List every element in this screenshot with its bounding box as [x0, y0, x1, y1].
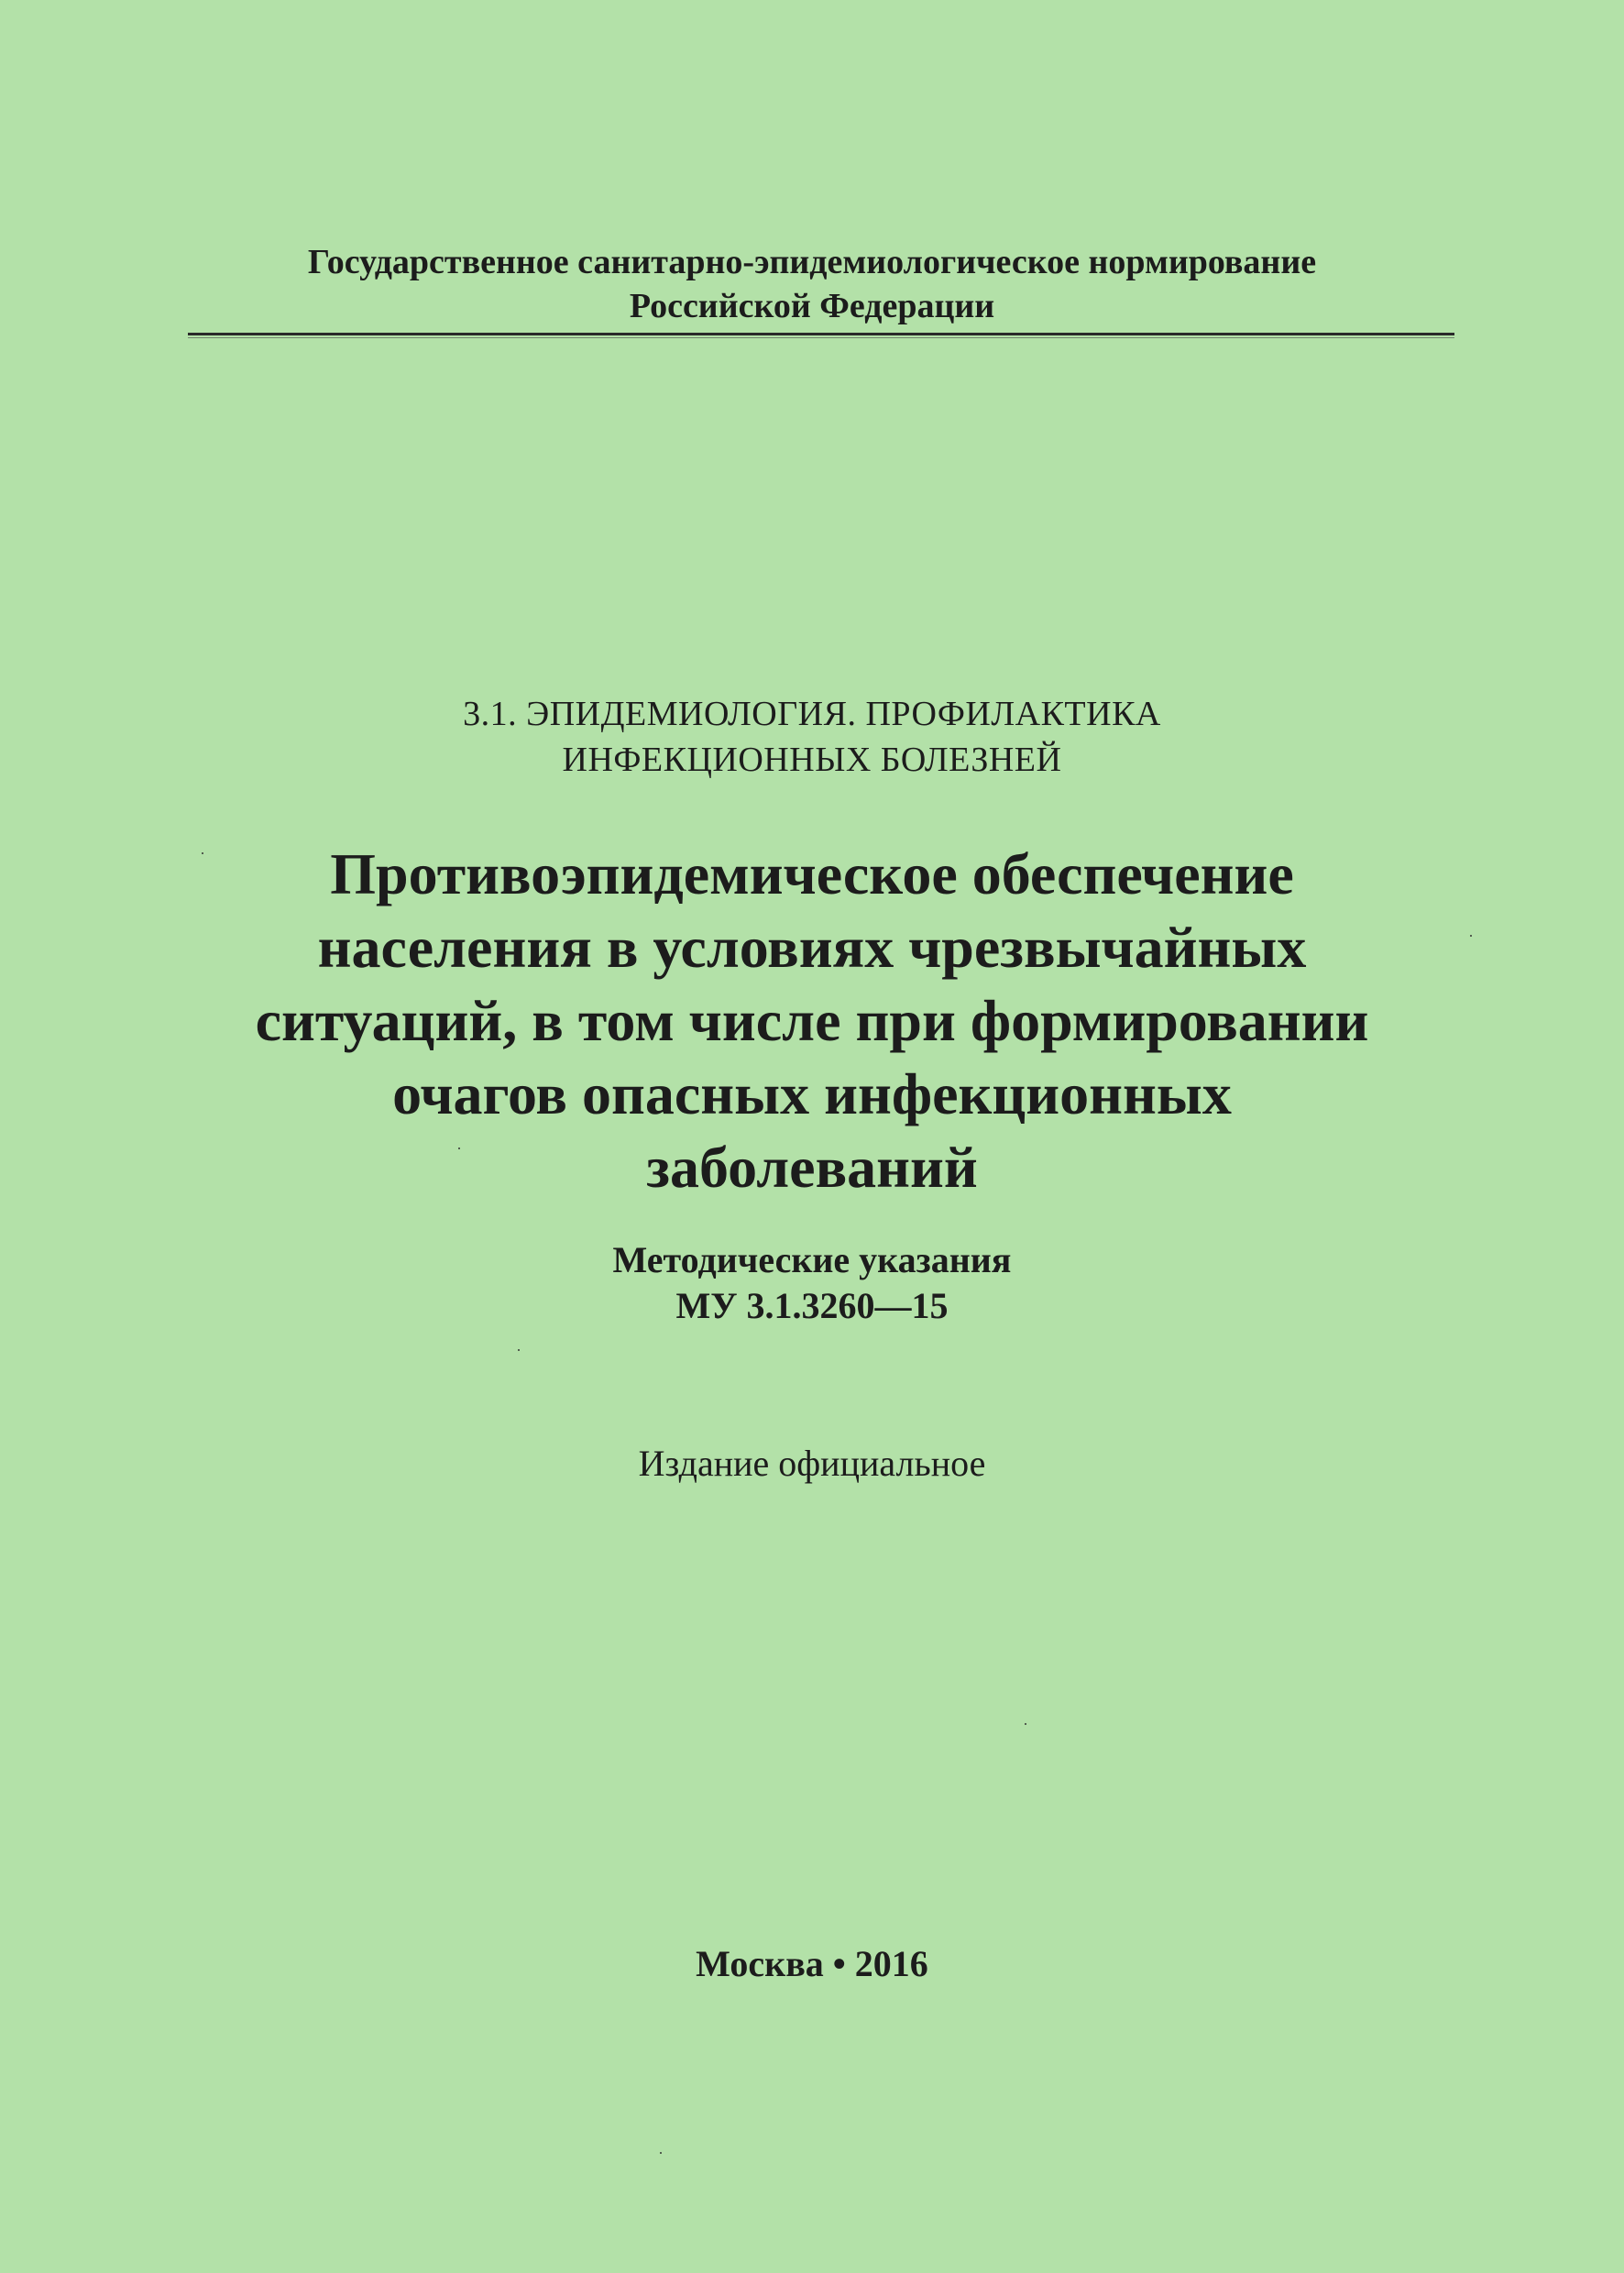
- scan-speck: [202, 852, 203, 854]
- scan-speck: [660, 2152, 662, 2154]
- doctype-name: Методические указания: [612, 1239, 1012, 1280]
- scan-speck: [1025, 1723, 1026, 1725]
- edition-note: Издание официальное: [638, 1443, 986, 1484]
- header-line-2: Российской Федерации: [629, 287, 995, 325]
- header-divider: [188, 333, 1454, 335]
- title-line-2: населения в условиях чрезвычайных: [317, 915, 1307, 980]
- title-line-3: ситуаций, в том числе при формировании: [255, 988, 1369, 1053]
- document-title: [0, 838, 1624, 1204]
- section-line-1: 3.1. ЭПИДЕМИОЛОГИЯ. ПРОФИЛАКТИКА: [463, 695, 1161, 733]
- place-and-year: Москва • 2016: [696, 1943, 928, 1984]
- header-line-1: Государственное санитарно-эпидемиологическое нормирование: [307, 243, 1317, 281]
- title-line-4: очагов опасных инфекционных: [392, 1061, 1232, 1126]
- scan-speck: [518, 1349, 520, 1351]
- section-heading: [0, 691, 1624, 783]
- header-divider-shadow: [188, 337, 1454, 338]
- section-line-2: ИНФЕКЦИОННЫХ БОЛЕЗНЕЙ: [562, 741, 1062, 779]
- title-line-5: заболеваний: [646, 1135, 978, 1200]
- doctype-code: МУ 3.1.3260—15: [675, 1285, 949, 1326]
- scan-speck: [1470, 935, 1472, 937]
- document-type: [0, 1237, 1624, 1329]
- title-line-1: Противоэпидемическое обеспечение: [330, 841, 1294, 906]
- scan-speck: [458, 1147, 460, 1149]
- issuing-authority-header: [0, 240, 1624, 328]
